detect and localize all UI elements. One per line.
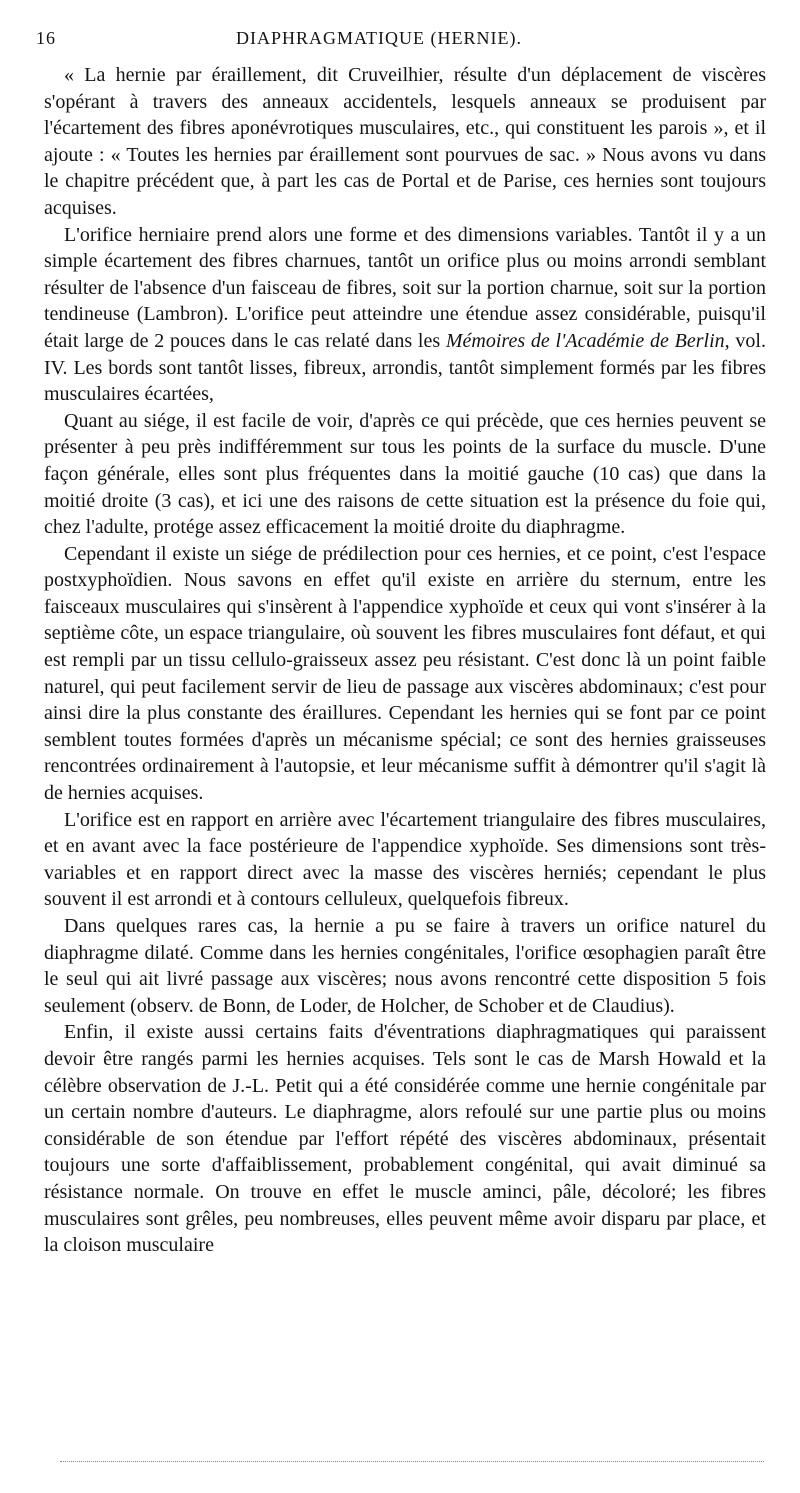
footer-dotted-rule (60, 1461, 764, 1462)
paragraph-text: Quant au siége, il est facile de voir, d'après ce qui précède, que ces hernies peuvent se présenter à peu près indifféremment sur tous les points de la surface du muscle. D'une façon générale, elles sont plus fréquentes dans la moitié gauche (10 cas) que dans la moitié droite (3 cas), et ici une des raisons de cette situation est la présence du foie qui, chez l'adulte, protége assez efficacement la moitié droite du diaphragme. (44, 409, 766, 539)
paragraph (44, 62, 766, 222)
paragraph-text: Dans quelques rares cas, la hernie a pu se faire à travers un orifice naturel du diaphragme dilaté. Comme dans les hernies congénitales, l'orifice œsophagien paraît être le seul qui ait livré passage aux viscères; nous avons rencontré cette disposition 5 fois seulement (observ. de Bonn, de Loder, de Holcher, de Schober et de Claudius). (44, 915, 766, 1017)
paragraph (44, 913, 766, 1019)
page-body (44, 62, 766, 1259)
paragraph-text: « La hernie par éraillement, dit Cruveilhier, résulte d'un déplacement de viscères s'opérant à travers des anneaux accidentels, lesquels anneaux se produisent par l'écartement des fibres aponévrotiques musculaires, etc., qui constituent les parois », et il ajoute : « Toutes les hernies par éraillement sont pourvues de sac. » Nous avons vu dans le chapitre précédent que, à part les cas de Portal et de Parise, ces hernies sont toujours acquises. (44, 64, 766, 219)
paragraph-text: L'orifice herniaire prend alors une forme et des dimensions variables. Tantôt il y a un simple écartement des fibres charnues, tantôt un orifice plus ou moins arrondi semblant résulter de l'absence d'un faisceau de fibres, soit sur la portion charnue, soit sur la portion tendineuse (Lambron). L'orifice peut atteindre une étendue assez considérable, puisqu'il était large de 2 pouces dans le cas relaté dans les (44, 223, 766, 352)
paragraph (44, 222, 766, 408)
paragraph (44, 1019, 766, 1258)
paragraph-text: Enfin, il existe aussi certains faits d'éventrations diaphragmatiques qui paraissent devoir être rangés parmi les hernies acquises. Tels sont le cas de Marsh Howald et la célèbre observation de J.-L. Petit qui a été considérée comme une hernie congénitale par un certain nombre d'auteurs. Le diaphragme, alors refoulé sur une partie plus ou moins considérable de son étendue par l'effort répété des viscères abdominaux, présentait toujours une sorte d'affaiblissement, probablement congénital, qui avait diminué sa résistance normale. On trouve en effet le muscle aminci, pâle, décoloré; les fibres musculaires sont grêles, peu nombreuses, elles peuvent même avoir disparu par place, et la cloison musculaire (44, 1021, 766, 1257)
page-header (36, 28, 764, 58)
running-title: DIAPHRAGMATIQUE (HERNIE). (236, 28, 522, 48)
paragraph-text: L'orifice est en rapport en arrière avec l'écartement triangulaire des fibres musculaires, et en avant avec la face postérieure de l'appendice xyphoïde. Ses dimensions sont très-variables et en rapport direct avec la masse des viscères herniés; cependant le plus souvent il est arrondi et à contours celluleux, quelquefois fibreux. (44, 808, 766, 911)
paragraph (44, 807, 766, 913)
page-number: 16 (36, 28, 56, 48)
italic-citation: Mémoires de l'Académie de Berlin (445, 329, 725, 352)
paragraph (44, 408, 766, 541)
paragraph (44, 541, 766, 807)
paragraph-text: , vol. IV. Les bords sont tantôt lisses, fibreux, arrondis, tantôt simplement formés par les fibres musculaires écartées, (44, 329, 766, 406)
paragraph-text: Cependant il existe un siége de prédilection pour ces hernies, et ce point, c'est l'espace postxyphoïdien. Nous savons en effet qu'il existe en arrière du sternum, entre les faisceaux musculaires qui s'insèrent à l'appendice xyphoïde et ceux qui vont s'insérer à la septième côte, un espace triangulaire, où souvent les fibres musculaires font défaut, et qui est rempli par un tissu cellulo-graisseux assez peu résistant. C'est donc là un point faible naturel, qui peut facilement servir de lieu de passage aux viscères abdominaux; c'est pour ainsi dire la plus constante des éraillures. Cependant les hernies qui se font par ce point semblent toutes formées d'après un mécanisme spécial; ce sont des hernies graisseuses rencontrées ordinairement à l'autopsie, et leur mécanisme suffit à démontrer qu'il s'agit là de hernies acquises. (44, 542, 766, 805)
